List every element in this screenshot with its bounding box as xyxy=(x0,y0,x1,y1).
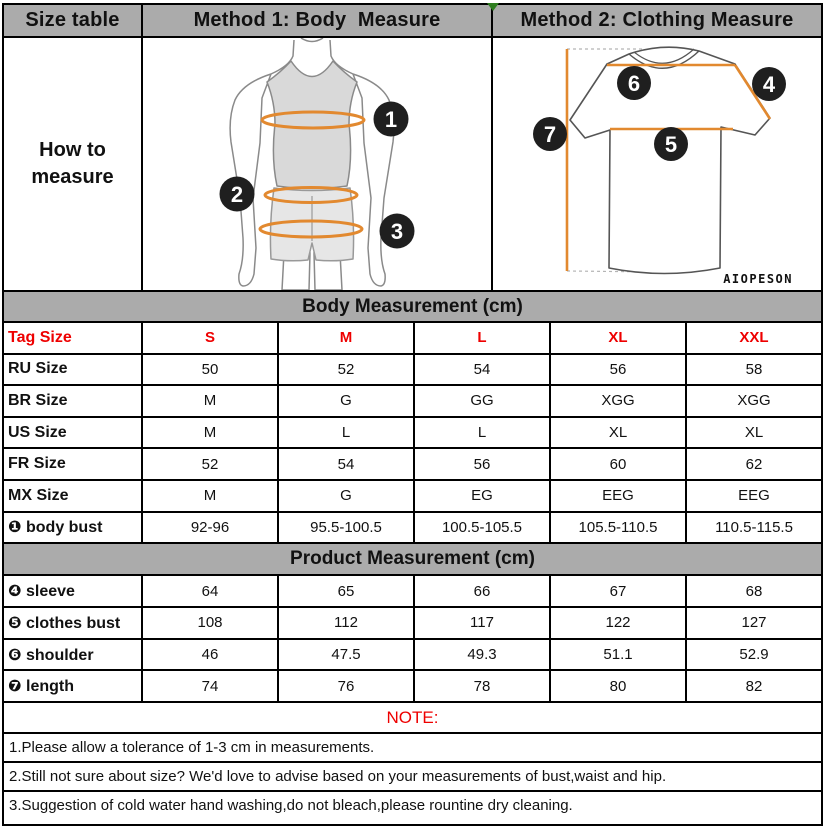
cell: 58 xyxy=(685,355,821,385)
svg-text:7: 7 xyxy=(543,122,557,147)
illustration-row xyxy=(4,36,821,290)
method2-header: Method 2: Clothing Measure xyxy=(491,5,821,36)
cell: 52 xyxy=(141,449,277,479)
size-chart-frame xyxy=(2,3,823,826)
row-label: ❺ clothes bust xyxy=(8,614,121,632)
cell: 92-96 xyxy=(141,513,277,543)
cell: XL xyxy=(549,418,685,448)
cell: 74 xyxy=(141,671,277,701)
row-label: ❶ body bust xyxy=(8,519,103,537)
cell: 52 xyxy=(277,355,413,385)
top-header-row xyxy=(4,5,821,36)
cell: 95.5-100.5 xyxy=(277,513,413,543)
table-row-us-size xyxy=(4,416,821,448)
marker-3-hip xyxy=(380,214,415,249)
cell: 117 xyxy=(413,608,549,638)
cell: 78 xyxy=(413,671,549,701)
size-col-l: L xyxy=(413,323,549,353)
size-col-xxl: XXL xyxy=(685,323,821,353)
table-row-body-bust xyxy=(4,511,821,543)
cell: 54 xyxy=(413,355,549,385)
svg-text:6: 6 xyxy=(627,71,641,96)
row-label: MX Size xyxy=(8,486,69,504)
marker-6-shoulder xyxy=(617,66,651,100)
cell: 108 xyxy=(141,608,277,638)
body-measure-diagram xyxy=(141,38,491,290)
cell: L xyxy=(277,418,413,448)
cell: 52.9 xyxy=(685,640,821,670)
row-label: FR Size xyxy=(8,455,66,473)
body-figure-illustration xyxy=(143,38,493,290)
how-to-measure-label: How to measure xyxy=(31,139,114,188)
row-label: ❹ sleeve xyxy=(8,583,75,601)
cell: 54 xyxy=(277,449,413,479)
cell: 51.1 xyxy=(549,640,685,670)
cell: 122 xyxy=(549,608,685,638)
cell: 65 xyxy=(277,576,413,606)
note-item-3: 3.Suggestion of cold water hand washing,do not bleach,please rountine dry cleaning. xyxy=(4,790,821,819)
marker-7-length xyxy=(533,117,567,151)
tshirt-illustration xyxy=(493,38,823,290)
cell: 67 xyxy=(549,576,685,606)
row-label: ❼ length xyxy=(8,678,74,696)
table-row-sleeve xyxy=(4,574,821,606)
cell: EEG xyxy=(549,481,685,511)
table-row-br-size xyxy=(4,384,821,416)
marker-4-sleeve xyxy=(752,67,786,101)
cell: EEG xyxy=(685,481,821,511)
cell: 66 xyxy=(413,576,549,606)
body-measurement-title: Body Measurement (cm) xyxy=(4,290,821,321)
row-label: US Size xyxy=(8,423,67,441)
cell: 56 xyxy=(549,355,685,385)
cell: 60 xyxy=(549,449,685,479)
cell: G xyxy=(277,481,413,511)
cell: 127 xyxy=(685,608,821,638)
size-col-m: M xyxy=(277,323,413,353)
cell: 62 xyxy=(685,449,821,479)
svg-text:5: 5 xyxy=(664,132,678,157)
svg-text:1: 1 xyxy=(384,107,398,132)
row-label: ❻ shoulder xyxy=(8,646,94,664)
product-measurement-title: Product Measurement (cm) xyxy=(4,542,821,574)
size-col-s: S xyxy=(141,323,277,353)
marker-2-waist xyxy=(220,177,255,212)
note-item-2: 2.Still not sure about size? We'd love to advise based on your measurements of bust,waist and hip. xyxy=(4,761,821,790)
cell: L xyxy=(413,418,549,448)
table-row-mx-size xyxy=(4,479,821,511)
marker-5-clothes-bust xyxy=(654,127,688,161)
cell: M xyxy=(141,386,277,416)
cell: M xyxy=(141,418,277,448)
cell: XGG xyxy=(685,386,821,416)
marker-1-bust xyxy=(374,102,409,137)
cell: G xyxy=(277,386,413,416)
table-row-shoulder xyxy=(4,638,821,670)
cell: 49.3 xyxy=(413,640,549,670)
cell: 105.5-110.5 xyxy=(549,513,685,543)
svg-text:4: 4 xyxy=(762,72,776,97)
cell: 76 xyxy=(277,671,413,701)
note-title: NOTE: xyxy=(4,701,821,732)
cell: XGG xyxy=(549,386,685,416)
size-col-xl: XL xyxy=(549,323,685,353)
svg-text:3: 3 xyxy=(390,219,404,244)
table-row-fr-size xyxy=(4,447,821,479)
cell: 100.5-105.5 xyxy=(413,513,549,543)
cell: M xyxy=(141,481,277,511)
size-table-header: Size table xyxy=(4,5,141,36)
cell: EG xyxy=(413,481,549,511)
cell: GG xyxy=(413,386,549,416)
cell: 47.5 xyxy=(277,640,413,670)
cell: 50 xyxy=(141,355,277,385)
row-label: RU Size xyxy=(8,360,68,378)
table-row-clothes-bust xyxy=(4,606,821,638)
cell: 110.5-115.5 xyxy=(685,513,821,543)
svg-text:2: 2 xyxy=(230,182,244,207)
cell: 68 xyxy=(685,576,821,606)
cell: 112 xyxy=(277,608,413,638)
brand-logo-text: AIOPESON xyxy=(723,272,793,286)
row-label: BR Size xyxy=(8,391,68,409)
cell: XL xyxy=(685,418,821,448)
tag-size-header-row xyxy=(4,321,821,353)
clothing-measure-diagram xyxy=(491,38,823,290)
cell: 46 xyxy=(141,640,277,670)
green-corner-marker xyxy=(487,3,499,11)
cell: 56 xyxy=(413,449,549,479)
note-item-1: 1.Please allow a tolerance of 1-3 cm in measurements. xyxy=(4,732,821,761)
cell: 64 xyxy=(141,576,277,606)
table-row-ru-size xyxy=(4,353,821,385)
cell: 80 xyxy=(549,671,685,701)
table-row-length xyxy=(4,669,821,701)
tag-size-label: Tag Size xyxy=(8,328,72,346)
cell: 82 xyxy=(685,671,821,701)
method1-header: Method 1: Body Measure xyxy=(141,5,491,36)
